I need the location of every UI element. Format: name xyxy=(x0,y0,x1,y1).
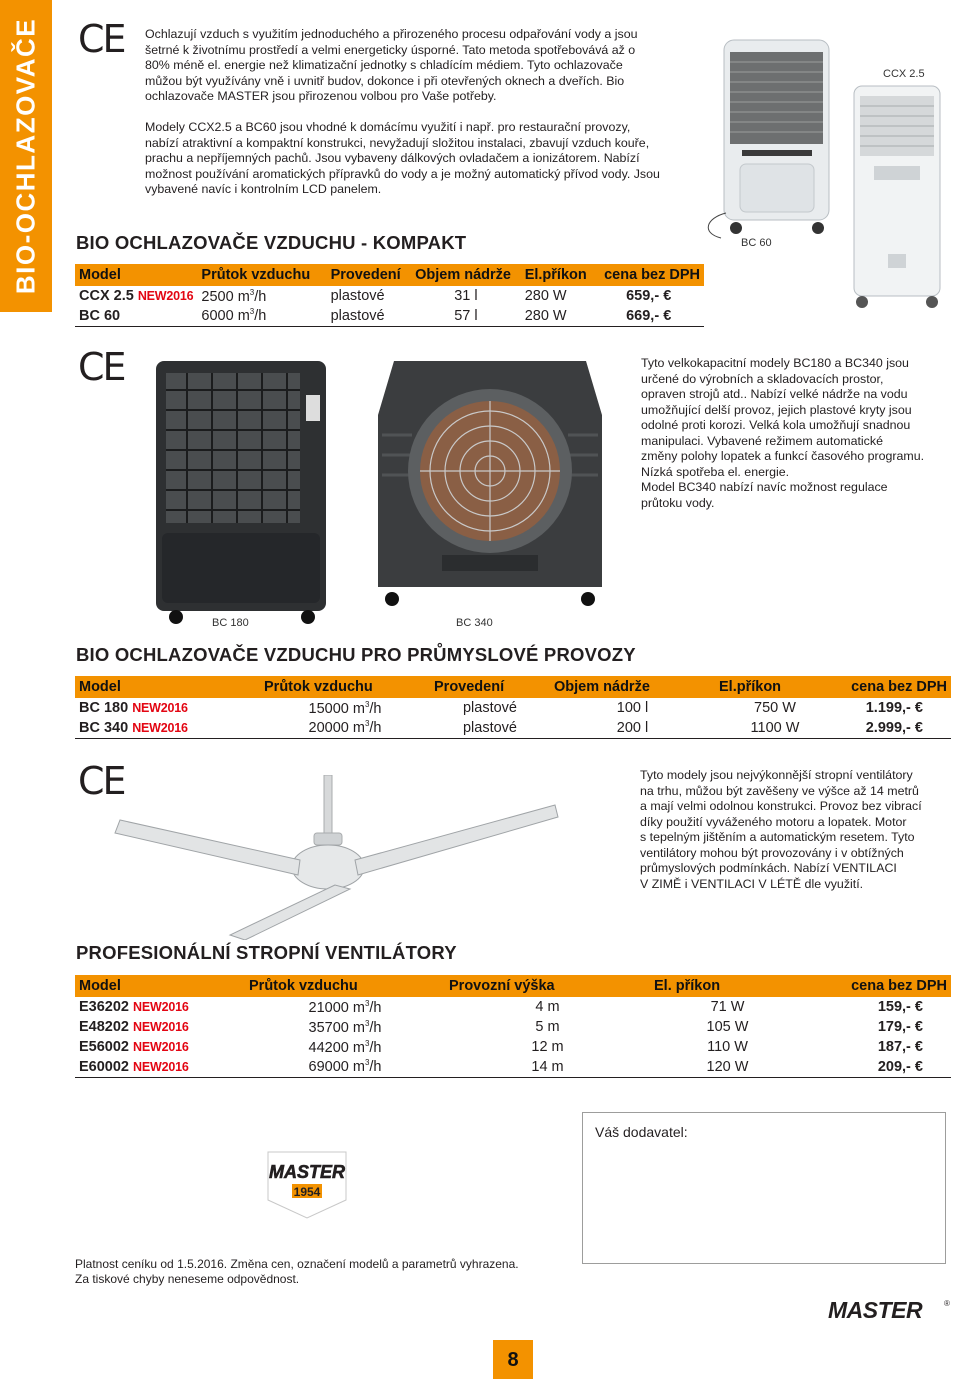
section-heading-fans: PROFESIONÁLNÍ STROPNÍ VENTILÁTORY xyxy=(76,942,457,963)
text-line: V ZIMĚ i VENTILACI V LÉTĚ dle využití. xyxy=(640,876,864,891)
col-header: El.příkon xyxy=(521,264,600,286)
ceiling-fan-image xyxy=(100,775,560,940)
power-cell: 71 W xyxy=(710,999,745,1015)
unit-superscript: 3 xyxy=(364,1058,370,1068)
flow-cell xyxy=(245,1057,445,1077)
page-number: 8 xyxy=(493,1340,533,1379)
flow-value: 6000 m xyxy=(201,308,250,325)
col-header: cena bez DPH xyxy=(600,264,704,286)
col-header: Provedení xyxy=(327,264,412,286)
section-heading-compact: BIO OCHLAZOVAČE VZDUCHU - KOMPAKT xyxy=(76,232,467,253)
col-header: Model xyxy=(75,676,260,698)
unit-superscript: 3 xyxy=(364,1038,370,1048)
text-line: Modely CCX2.5 a BC60 jsou vhodné k domácímu využití i např. pro restaurační provozy, xyxy=(145,120,631,134)
model-cell xyxy=(75,997,245,1017)
flow-value: 21000 m xyxy=(308,999,365,1016)
price-cell xyxy=(600,286,704,306)
model-cell xyxy=(75,718,260,738)
footer-note xyxy=(75,1257,519,1286)
model-cell xyxy=(75,698,260,718)
text-line: Model BC340 nabízí navíc možnost regulace xyxy=(641,480,888,494)
table-header-row xyxy=(75,264,704,286)
flow-cell xyxy=(260,698,430,718)
text-line: ochlazovače MASTER jsou přirozenou volbou pro Vaše potřeby. xyxy=(145,89,497,103)
section-heading-industrial: BIO OCHLAZOVAČE VZDUCHU PRO PRŮMYSLOVÉ PROVOZY xyxy=(76,644,636,665)
euro-sign: € xyxy=(663,307,672,324)
euro-sign: € xyxy=(914,1039,923,1055)
flow-unit: /h xyxy=(369,1039,382,1056)
text-line: vybavené navíc i kontrolním LCD panelem. xyxy=(145,182,382,196)
model-cell xyxy=(75,286,197,306)
price-value: 209,- xyxy=(877,1058,911,1075)
col-header: Model xyxy=(75,975,245,997)
unit-superscript: 3 xyxy=(249,287,255,297)
bc180-product-image xyxy=(152,355,332,630)
height-cell: 14 m xyxy=(445,1057,650,1077)
new-badge: NEW2016 xyxy=(133,1020,189,1034)
height-cell: 5 m xyxy=(535,1019,560,1035)
model-name: E60002 xyxy=(79,1058,129,1075)
ce-mark: CE xyxy=(78,759,125,803)
table-header-row xyxy=(75,676,951,698)
new-badge: NEW2016 xyxy=(132,720,188,735)
col-header: cena bez DPH xyxy=(805,975,951,997)
flow-unit: /h xyxy=(254,288,267,305)
price-cell xyxy=(805,1037,951,1057)
flow-cell xyxy=(197,306,326,326)
model-name: BC 340 xyxy=(79,719,129,736)
model-name: BC 180 xyxy=(79,700,129,716)
master-1954-logo xyxy=(262,1148,352,1220)
type-cell: plastové xyxy=(430,718,550,738)
table-ceiling-fans xyxy=(75,975,951,1078)
text-line: určené do výrobních a skladovacích prostor, xyxy=(641,371,884,386)
bc340-product-image xyxy=(372,355,608,610)
flow-value: 69000 m xyxy=(308,1059,365,1076)
flow-unit: /h xyxy=(369,1059,382,1076)
ccx25-product-image xyxy=(848,84,948,314)
col-header: El. příkon xyxy=(650,975,805,997)
col-header: Model xyxy=(75,264,197,286)
text-line: průmyslových podmínkách. Nabízí VENTILACI xyxy=(640,861,897,875)
col-header: Průtok vzduchu xyxy=(260,676,430,698)
new-badge: NEW2016 xyxy=(133,1059,189,1074)
price-cell xyxy=(805,1057,951,1077)
col-header: Průtok vzduchu xyxy=(197,264,326,286)
power-cell: 110 W xyxy=(707,1039,748,1055)
supplier-box xyxy=(582,1112,946,1264)
text-line: prachu a nepříjemných pachů. Jsou vybaveny dálkových ovladačem a ionizátorem. Nabízí xyxy=(145,151,640,165)
new-badge: NEW2016 xyxy=(132,701,188,715)
caption-bc60: BC 60 xyxy=(741,237,772,249)
euro-sign: € xyxy=(914,999,923,1015)
intro-paragraph xyxy=(145,27,703,105)
sidebar-title: BIO-OCHLAZOVAČE xyxy=(10,17,41,295)
new-badge: NEW2016 xyxy=(133,1000,189,1014)
industrial-paragraph xyxy=(641,356,952,511)
text-line: změny polohy lopatek a funkcí časového programu. xyxy=(641,449,925,463)
col-header: Provozní výška xyxy=(445,975,650,997)
flow-unit: /h xyxy=(254,308,267,325)
caption-bc180: BC 180 xyxy=(212,617,249,629)
col-header: Provedení xyxy=(430,676,550,698)
table-industrial xyxy=(75,676,951,739)
text-line: umožňující delší provoz, jejich plastové kryty jsou xyxy=(641,402,912,417)
flow-value: 2500 m xyxy=(201,288,250,305)
text-line: možnost používání aromatických přípravků do vody a je možný automatický přívod vody. Jsou xyxy=(145,166,660,181)
power-cell: 105 W xyxy=(706,1019,749,1035)
model-name: E48202 xyxy=(79,1019,129,1035)
flow-cell xyxy=(197,286,326,306)
flow-cell xyxy=(245,1017,445,1037)
price-value: 179,- xyxy=(877,1019,911,1035)
flow-unit: /h xyxy=(369,720,382,737)
compact-models-paragraph xyxy=(145,120,703,198)
price-value: 187,- xyxy=(877,1039,911,1055)
table-row xyxy=(75,997,951,1017)
text-line: odolné proti korozi. Velká kola umožňují snadnou xyxy=(641,418,911,432)
table-row xyxy=(75,286,704,306)
tank-cell: 31 l xyxy=(454,288,478,304)
new-badge: NEW2016 xyxy=(133,1040,189,1054)
table-row xyxy=(75,718,951,738)
ce-mark: CE xyxy=(78,17,125,61)
col-header: Objem nádrže xyxy=(550,676,715,698)
caption-bc340: BC 340 xyxy=(456,617,493,629)
text-line: ventilátory mohou být provozovány i v obtížných xyxy=(640,845,904,860)
model-cell xyxy=(75,1057,245,1077)
flow-unit: /h xyxy=(369,999,382,1016)
flow-value: 35700 m xyxy=(308,1019,365,1036)
text-line: Nízká spotřeba el. energie. xyxy=(641,464,790,479)
registered-mark: ® xyxy=(944,1299,950,1308)
text-line: s tepelným jištěním a automatickým resetem. Tyto xyxy=(640,830,915,844)
table-compact xyxy=(75,264,704,327)
flow-cell xyxy=(245,1037,445,1057)
price-value: 669,- xyxy=(626,307,660,324)
flow-unit: /h xyxy=(369,1019,382,1036)
bc60-product-image xyxy=(706,38,846,258)
text-line: můžou být využívány vně i uvnitř budov, dokonce i při otevřených oknech a dveřích. Bio xyxy=(145,73,625,88)
text-line: Ochlazují vzduch s využitím jednoduchého a přirozeného procesu odpařování vody a jsou xyxy=(145,27,638,41)
text-line: opraven strojů atd.. Nabízí velké nádrže na vodu xyxy=(641,387,908,401)
master-logo xyxy=(826,1296,954,1322)
price-cell xyxy=(835,718,951,738)
price-cell xyxy=(805,997,951,1017)
text-line: nabízí atraktivní a kompaktní konstrukci, nevyžadují složitou instalaci, zbavují vzduch kouře, xyxy=(145,135,650,150)
type-cell: plastové xyxy=(462,700,517,716)
footer-line: Za tiskové chyby neneseme odpovědnost. xyxy=(75,1271,300,1286)
col-header: Objem nádrže xyxy=(411,264,521,286)
text-line: manipulaci. Vybavené režimem automatické xyxy=(641,433,883,448)
text-line: na trhu, můžou být zavěšeny ve výšce až 14 metrů xyxy=(640,783,919,798)
model-name: BC 60 xyxy=(79,307,121,324)
power-cell: 1100 W xyxy=(715,718,835,738)
footer-line: Platnost ceníku od 1.5.2016. Změna cen, označení modelů a parametrů vyhrazena. xyxy=(75,1257,519,1271)
euro-sign: € xyxy=(914,719,923,736)
model-cell xyxy=(75,306,197,326)
ce-mark: CE xyxy=(78,345,125,389)
type-cell: plastové xyxy=(330,288,385,304)
flow-value: 20000 m xyxy=(308,720,365,737)
price-cell xyxy=(805,1017,951,1037)
col-header: El.příkon xyxy=(715,676,835,698)
logo-brand-text: MASTER xyxy=(828,1297,923,1322)
text-line: Tyto modely jsou nejvýkonnější stropní ventilátory xyxy=(640,768,913,782)
logo-year-text: 1954 xyxy=(293,1185,321,1199)
text-line: a mají velmi odolnou konstrukci. Provoz bez vibrací xyxy=(640,799,922,813)
col-header: cena bez DPH xyxy=(835,676,951,698)
height-cell: 12 m xyxy=(531,1039,564,1055)
model-name: E56002 xyxy=(79,1039,129,1055)
tank-cell: 57 l xyxy=(411,306,521,326)
text-line: Tyto velkokapacitní modely BC180 a BC340 jsou xyxy=(641,356,909,370)
table-row xyxy=(75,1017,951,1037)
flow-value: 44200 m xyxy=(308,1039,365,1056)
price-value: 2.999,- xyxy=(865,719,911,736)
text-line: šetrné k životnímu prostředí a velmi energeticky úsporné. Tato metoda spotřebovává až o xyxy=(145,42,636,57)
type-cell: plastové xyxy=(327,306,412,326)
text-line: díky použití vyváženého motoru a lopatek. Motor xyxy=(640,814,907,829)
tank-cell: 100 l xyxy=(616,700,649,716)
model-cell xyxy=(75,1037,245,1057)
flow-cell xyxy=(260,718,430,738)
supplier-label: Váš dodavatel: xyxy=(595,1124,688,1140)
power-cell: 120 W xyxy=(650,1057,805,1077)
table-row xyxy=(75,1057,951,1077)
euro-sign: € xyxy=(663,288,672,304)
caption-ccx25: CCX 2.5 xyxy=(883,68,925,80)
unit-superscript: 3 xyxy=(249,307,255,317)
unit-superscript: 3 xyxy=(364,1018,370,1028)
unit-superscript: 3 xyxy=(364,699,370,709)
euro-sign: € xyxy=(914,1019,923,1035)
text-line: průtoku vody. xyxy=(641,495,715,510)
power-cell: 280 W xyxy=(524,288,567,304)
model-name: CCX 2.5 xyxy=(79,288,134,304)
tank-cell: 200 l xyxy=(550,718,715,738)
flow-unit: /h xyxy=(369,700,382,717)
flow-value: 15000 m xyxy=(308,700,365,717)
model-name: E36202 xyxy=(79,999,129,1015)
height-cell: 4 m xyxy=(535,999,560,1015)
price-cell xyxy=(835,698,951,718)
table-row xyxy=(75,698,951,718)
table-header-row xyxy=(75,975,951,997)
price-value: 1.199,- xyxy=(865,700,911,716)
text-line: 80% méně el. energie než klimatizační jednotky s chladícím médiem. Tyto ochlazovače xyxy=(145,58,623,72)
table-row xyxy=(75,1037,951,1057)
power-cell: 280 W xyxy=(521,306,600,326)
model-cell xyxy=(75,1017,245,1037)
col-header: Průtok vzduchu xyxy=(245,975,445,997)
flow-cell xyxy=(245,997,445,1017)
unit-superscript: 3 xyxy=(364,719,370,729)
euro-sign: € xyxy=(914,1058,923,1075)
euro-sign: € xyxy=(914,700,923,716)
ceiling-fan-paragraph xyxy=(640,768,952,892)
price-cell xyxy=(600,306,704,326)
power-cell: 750 W xyxy=(754,700,796,716)
table-row xyxy=(75,306,704,326)
sidebar-band xyxy=(0,0,52,312)
unit-superscript: 3 xyxy=(364,998,370,1008)
new-badge: NEW2016 xyxy=(137,289,194,303)
price-value: 659,- xyxy=(626,288,660,304)
price-value: 159,- xyxy=(877,999,911,1015)
logo-brand-text: MASTER xyxy=(269,1162,345,1182)
